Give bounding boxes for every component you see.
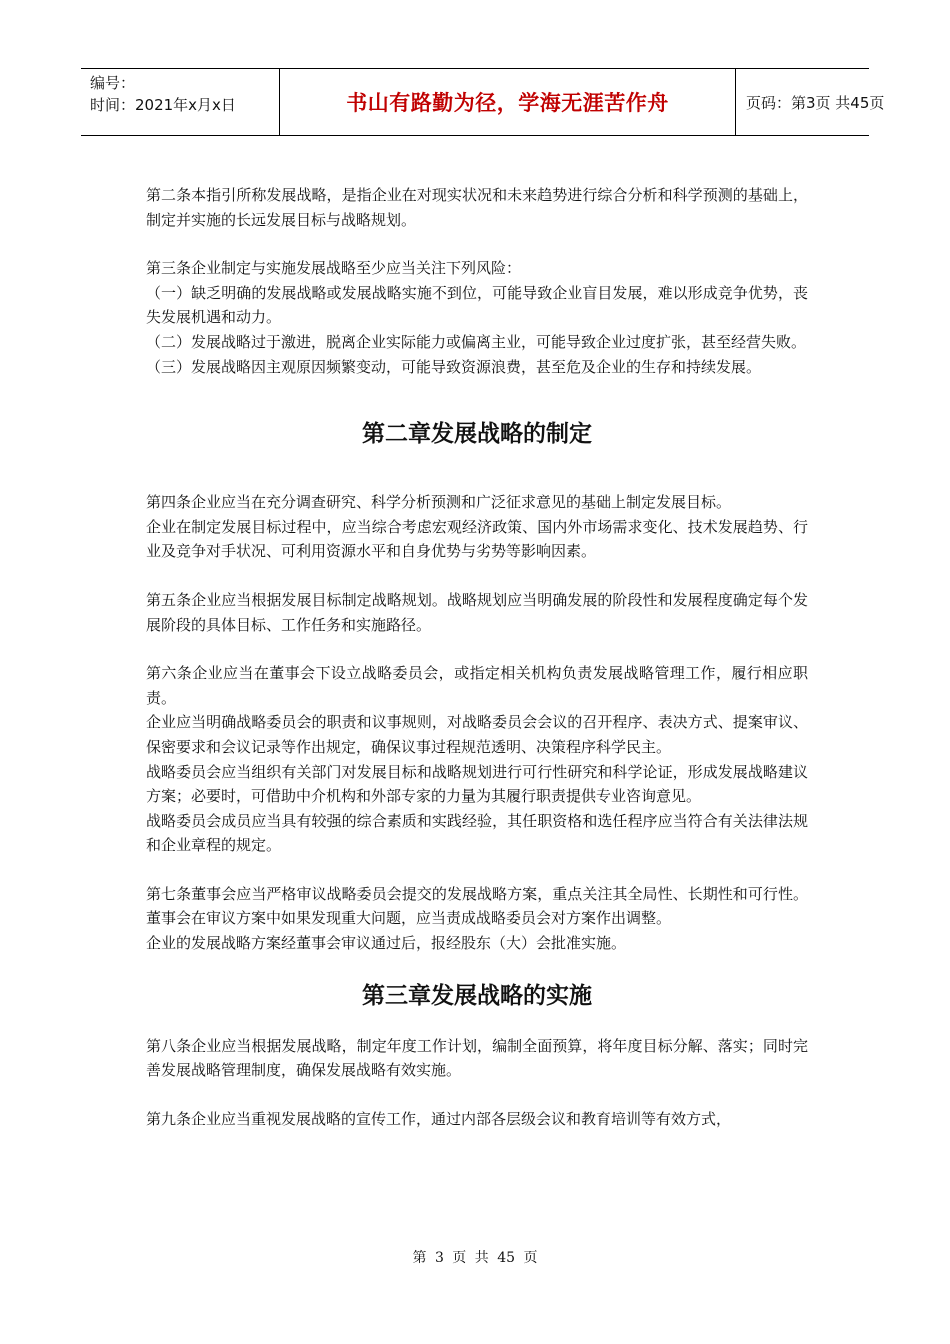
paragraph-gap <box>146 1083 808 1107</box>
chapter-heading: 第二章发展战略的制定 <box>362 421 592 448</box>
paragraph: （三）发展战略因主观原因频繁变动，可能导致资源浪费，甚至危及企业的生存和持续发展。 <box>146 357 762 376</box>
header-page-info: 页码：第3页 共45页 <box>746 93 885 112</box>
paragraph-gap <box>146 564 808 588</box>
document-body <box>146 183 808 1131</box>
section-chapter-2 <box>146 490 808 956</box>
paragraph-gap <box>146 637 808 661</box>
paragraph: 第三条企业制定与实施发展战略至少应当关注下列风险： <box>146 259 522 278</box>
paragraph: 第二条本指引所称发展战略，是指企业在对现实状况和未来趋势进行综合分析和科学预测的基础上，制定并实施的长远发展目标与战略规划。 <box>146 186 808 229</box>
paragraph: 企业在制定发展目标过程中，应当综合考虑宏观经济政策、国内外市场需求变化、技术发展趋势、行业及竞争对手状况、可利用资源水平和自身优势与劣势等影响因素。 <box>146 517 808 561</box>
section-chapter-3 <box>146 1034 808 1132</box>
document-number: 编号： <box>90 74 136 92</box>
paragraph: （一）缺乏明确的发展战略或发展战略实施不到位，可能导致企业盲目发展，难以形成竞争优势，丧失发展机遇和动力。 <box>146 283 808 327</box>
paragraph: 战略委员会成员应当具有较强的综合素质和实践经验，其任职资格和选任程序应当符合有关法律法规和企业章程的规定。 <box>146 811 808 855</box>
paragraph: 第九条企业应当重视发展战略的宣传工作，通过内部各层级会议和教育培训等有效方式， <box>146 1109 732 1128</box>
chapter-heading: 第三章发展战略的实施 <box>362 982 592 1009</box>
header-motto: 书山有路勤为径，学海无涯苦作舟 <box>280 69 736 135</box>
paragraph: 企业的发展战略方案经董事会审议通过后，报经股东（大）会批准实施。 <box>146 934 627 953</box>
paragraph: 第八条企业应当根据发展战略，制定年度工作计划，编制全面预算，将年度目标分解、落实；同时完善发展战略管理制度，确保发展战略有效实施。 <box>146 1036 808 1080</box>
paragraph: （二）发展战略过于激进，脱离企业实际能力或偏离主业，可能导致企业过度扩张，甚至经营失败。 <box>146 332 807 351</box>
paragraph: 第六条企业应当在董事会下设立战略委员会，或指定相关机构负责发展战略管理工作，履行相应职责。 <box>146 664 808 707</box>
paragraph-gap <box>146 858 808 882</box>
paragraph: 第七条董事会应当严格审议战略委员会提交的发展战略方案，重点关注其全局性、长期性和可行性。董事会在审议方案中如果发现重大问题，应当责成战略委员会对方案作出调整。 <box>146 884 808 928</box>
document-time: 时间：2021年x月x日 <box>90 96 236 114</box>
page-footer: 第 3 页 共 45 页 <box>412 1250 538 1266</box>
section-intro <box>146 183 808 379</box>
paragraph: 第四条企业应当在充分调查研究、科学分析预测和广泛征求意见的基础上制定发展目标。 <box>146 493 732 512</box>
header-meta <box>81 69 280 135</box>
page-header <box>81 68 885 136</box>
paragraph-gap <box>146 232 808 256</box>
paragraph: 企业应当明确战略委员会的职责和议事规则，对战略委员会会议的召开程序、表决方式、提案审议、保密要求和会议记录等作出规定，确保议事过程规范透明、决策程序科学民主。 <box>146 713 808 756</box>
paragraph: 战略委员会应当组织有关部门对发展目标和战略规划进行可行性研究和科学论证，形成发展战略建议方案；必要时，可借助中介机构和外部专家的力量为其履行职责提供专业咨询意见。 <box>146 762 808 806</box>
paragraph: 第五条企业应当根据发展目标制定战略规划。战略规划应当明确发展的阶段性和发展程度确定每个发展阶段的具体目标、工作任务和实施路径。 <box>146 590 808 634</box>
